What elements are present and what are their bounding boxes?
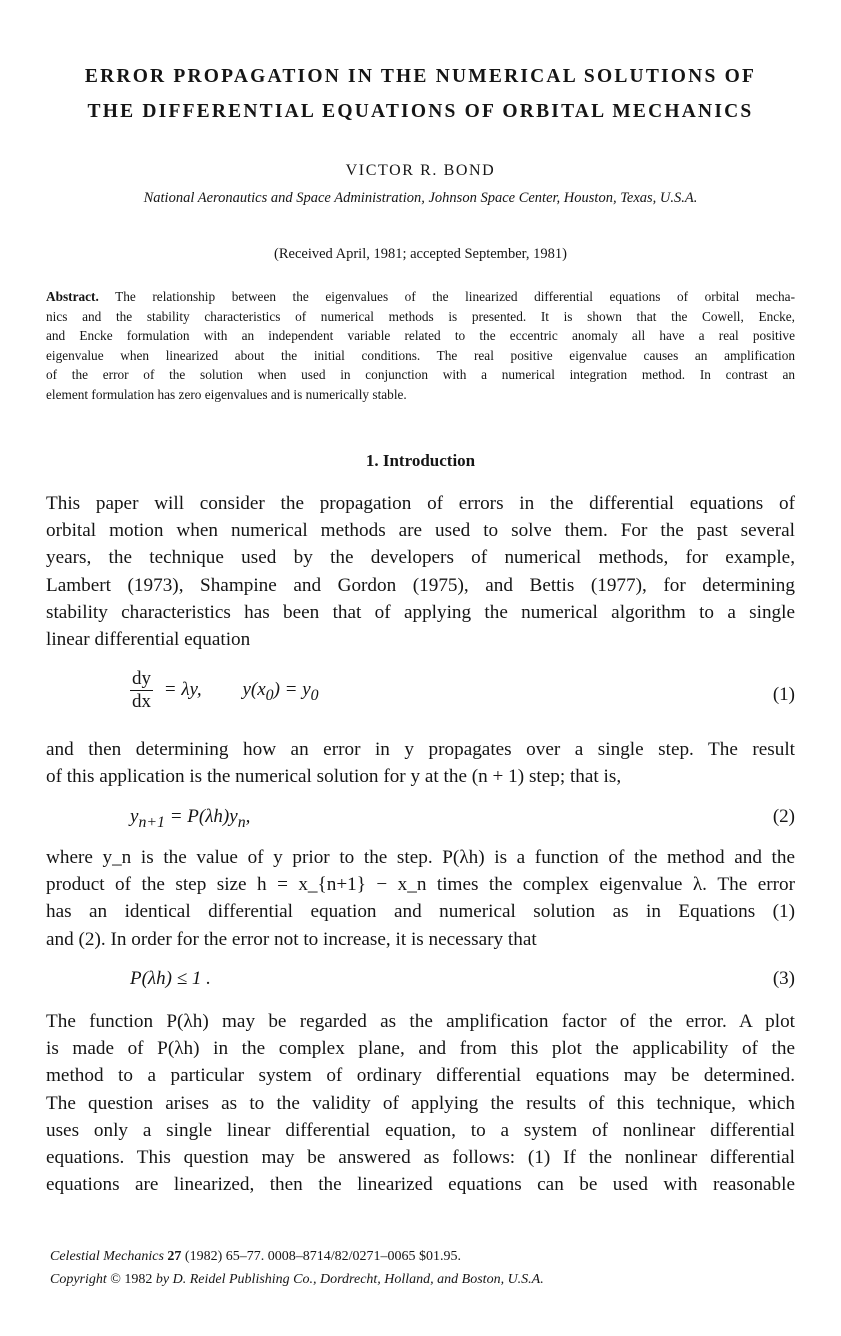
text-line: where y_n is the value of y prior to the step. P(λh) is a function of the method and the [46, 847, 795, 868]
paragraph-4 [46, 1008, 795, 1198]
received-date: (Received April, 1981; accepted September, 1981) [274, 246, 567, 262]
text-line: uses only a single linear differential equation, to a system of nonlinear differential [46, 1119, 795, 1141]
abstract-line: nics and the stability characteristics of numerical methods is presented. It is shown that the Cowell, Encke, [46, 308, 795, 324]
section-heading-introduction: 1. Introduction [365, 451, 476, 470]
equation-1 [130, 668, 319, 713]
abstract-line: and Encke formulation with an independent variable related to the eccentric anomaly all have a real positive [46, 328, 795, 344]
abstract-line: eigenvalue when linearized about the initial conditions. The real positive eigenvalue causes an amplification [46, 347, 795, 363]
text-line: has an identical differential equation and numerical solution as in Equations (1) [46, 901, 795, 923]
copyright-publisher: by D. Reidel Publishing Co., Dordrecht, Holland, and Boston, U.S.A. [155, 1272, 544, 1287]
text-line: equations. This question may be answered as follows: (1) If the nonlinear differential [46, 1147, 795, 1169]
footer-copyright-line [50, 1268, 544, 1291]
title-line-2: THE DIFFERENTIAL EQUATIONS OF ORBITAL MECHANICS [87, 101, 754, 122]
footer-journal-line [50, 1245, 544, 1268]
paragraph-2 [46, 736, 795, 790]
text-line: The function P(λh) may be regarded as the amplification factor of the error. A plot [46, 1011, 795, 1032]
paragraph-1 [46, 490, 795, 653]
text-line: The question arises as to the validity of applying the results of this technique, which [46, 1092, 795, 1114]
journal-details: (1982) 65–77. 0008–8714/82/0271–0065 $01.95. [184, 1249, 462, 1264]
copyright-label: Copyright [50, 1272, 107, 1287]
text-line: of this application is the numerical solution for y at the (n + 1) step; that is, [46, 766, 622, 788]
text-line: stability characteristics has been that of applying the numerical algorithm to a single [46, 601, 795, 623]
abstract [46, 287, 795, 405]
journal-volume: 27 [167, 1249, 182, 1264]
abstract-label: Abstract. [46, 289, 99, 304]
equation-number-2: (2) [772, 806, 795, 827]
author-name: VICTOR R. BOND [345, 162, 496, 179]
abstract-line: The relationship between the eigenvalues of the linearized differential equations of orbital mecha- [115, 289, 796, 304]
journal-name: Celestial Mechanics [50, 1249, 164, 1264]
paper-title [30, 59, 811, 129]
text-line: method to a particular system of ordinary differential equations may be determined. [46, 1065, 795, 1087]
text-line: linear differential equation [46, 629, 251, 651]
author-affiliation: National Aeronautics and Space Administration, Johnson Space Center, Houston, Texas, U.S.A. [143, 190, 698, 206]
abstract-line: of the error of the solution when used in conjunction with a numerical integration method. In contrast an [46, 367, 795, 383]
text-line: equations are linearized, then the linearized equations can be used with reasonable [46, 1174, 795, 1196]
equation-number-3: (3) [772, 968, 795, 989]
title-line-1: ERROR PROPAGATION IN THE NUMERICAL SOLUTIONS OF [84, 66, 757, 87]
paragraph-3 [46, 844, 795, 953]
text-line: Lambert (1973), Shampine and Gordon (1975), and Bettis (1977), for determining [46, 574, 795, 596]
text-line: product of the step size h = x_{n+1} − x_n times the complex eigenvalue λ. The error [46, 874, 795, 896]
fraction-denominator: dx [132, 691, 151, 712]
derivative-fraction [130, 668, 153, 713]
copyright-year: 1982 [124, 1272, 153, 1287]
fraction-numerator: dy [132, 668, 151, 689]
equation-3: P(λh) ≤ 1 . [130, 968, 211, 989]
text-line: orbital motion when numerical methods are used to solve them. For the past several [46, 520, 795, 542]
text-line: and (2). In order for the error not to increase, it is necessary that [46, 928, 537, 950]
equation-rhs: = λy, [163, 678, 202, 700]
initial-condition: $y(x_0) = y_0$ [242, 678, 319, 704]
text-line: is made of P(λh) in the complex plane, and from this plot the applicability of the [46, 1038, 795, 1060]
equation-2: $y_{n+1} = P(\lambda h)y_n$, [130, 806, 251, 831]
footer-citation [50, 1245, 544, 1291]
equation-number-1: (1) [772, 684, 795, 705]
abstract-line: element formulation has zero eigenvalues and is numerically stable. [46, 386, 407, 402]
text-line: years, the technique used by the developers of numerical methods, for example, [46, 547, 795, 569]
copyright-symbol: © [110, 1272, 121, 1287]
text-line: and then determining how an error in y propagates over a single step. The result [46, 739, 795, 760]
text-line: This paper will consider the propagation of errors in the differential equations of [46, 493, 795, 514]
